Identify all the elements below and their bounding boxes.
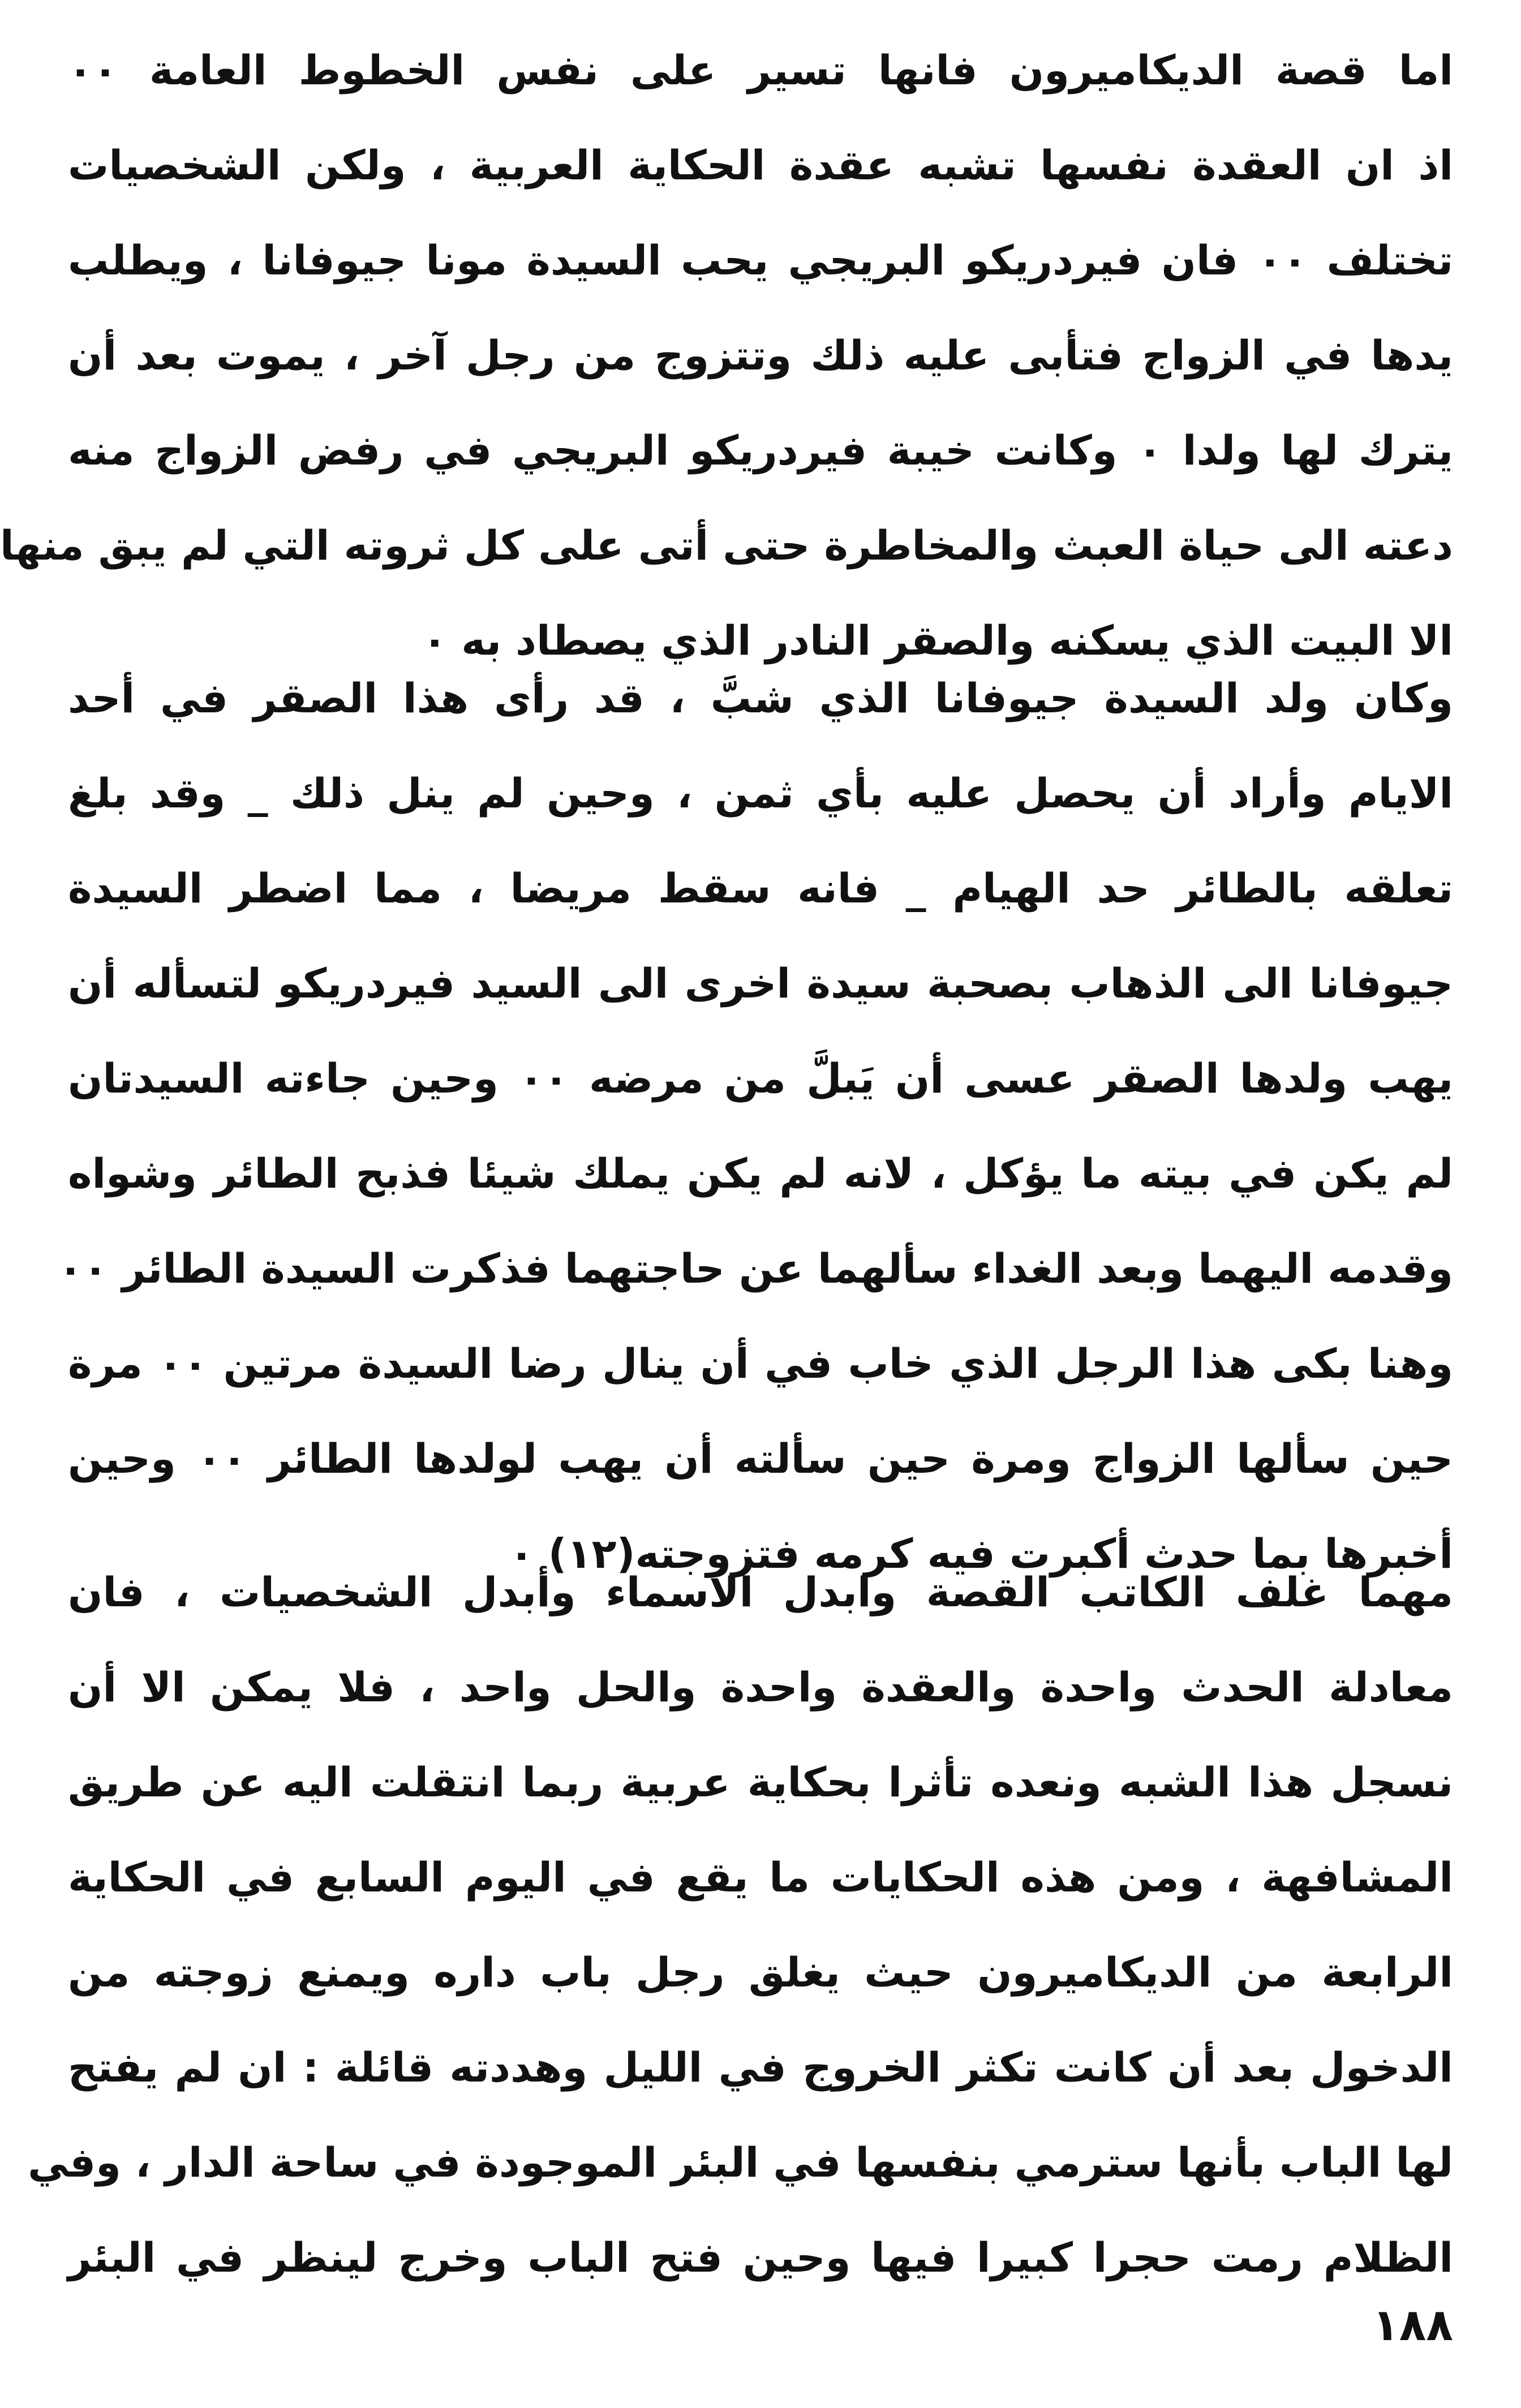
text-line: حين سألها الزواج ومرة حين سألته أن يهب لولدها الطائر ٠٠ وحين: [68, 1435, 1453, 1482]
text-line: الرابعة من الديكاميرون حيث يغلق رجل باب داره ويمنع زوجته من: [68, 1949, 1453, 1996]
text-line: وكان ولد السيدة جيوفانا الذي شبَّ ، قد رأى هذا الصقر في أحد: [68, 674, 1453, 722]
text-line: مهما غلف الكاتب القصة وابدل الاسماء وأبدل الشخصيات ، فان: [68, 1568, 1453, 1616]
paragraph-1: [0, 23, 1454, 688]
text-line: الا البيت الذي يسكنه والصقر النادر الذي يصطاد به ٠: [422, 617, 1453, 664]
text-line: المشافهة ، ومن هذه الحكايات ما يقع في اليوم السابع في الحكاية: [68, 1854, 1453, 1901]
text-line: دعته الى حياة العبث والمخاطرة حتى أتى على كل ثروته التي لم يبق منها: [0, 522, 1453, 569]
text-line: أخبرها بما حدث أكبرت فيه كرمه فتزوجته(١٢) ٠: [509, 1530, 1453, 1577]
text-line: الايام وأراد أن يحصل عليه بأي ثمن ، وحين لم ينل ذلك _ وقد بلغ: [68, 769, 1453, 817]
text-line: الظلام رمت حجرا كبيرا فيها وحين فتح الباب وخرج لينظر في البئر: [68, 2234, 1453, 2281]
text-line: تختلف ٠٠ فان فيردريكو البريجي يحب السيدة مونا جيوفانا ، ويطلب: [68, 236, 1453, 284]
text-line: وهنا بكى هذا الرجل الذي خاب في أن ينال رضا السيدة مرتين ٠٠ مرة: [68, 1340, 1454, 1387]
text-line: الدخول بعد أن كانت تكثر الخروج في الليل وهددته قائلة : ان لم يفتح: [68, 2044, 1453, 2091]
text-line: وقدمه اليهما وبعد الغداء سألهما عن حاجتهما فذكرت السيدة الطائر ٠٠: [58, 1245, 1453, 1292]
text-line: تعلقه بالطائر حد الهيام _ فانه سقط مريضا ، مما اضطر السيدة: [68, 865, 1453, 912]
text-line: نسجل هذا الشبه ونعده تأثرا بحكاية عربية ربما انتقلت اليه عن طريق: [68, 1758, 1453, 1806]
paragraph-2: [58, 651, 1454, 1601]
page-number: ١٨٨: [1372, 2300, 1453, 2351]
text-line: معادلة الحدث واحدة والعقدة واحدة والحل واحد ، فلا يمكن الا أن: [68, 1663, 1453, 1711]
text-line: اذ ان العقدة نفسها تشبه عقدة الحكاية العربية ، ولكن الشخصيات: [68, 141, 1453, 189]
text-line: لها الباب بأنها سترمي بنفسها في البئر الموجودة في ساحة الدار ، وفي: [28, 2139, 1453, 2186]
paragraph-3: [28, 1545, 1453, 2305]
text-line: لم يكن في بيته ما يؤكل ، لانه لم يكن يملك شيئا فذبح الطائر وشواه: [68, 1150, 1453, 1197]
text-line: اما قصة الديكاميرون فانها تسير على نفس الخطوط العامة ٠٠: [68, 46, 1453, 94]
text-line: يدها في الزواج فتأبى عليه ذلك وتتزوج من رجل آخر ، يموت بعد أن: [68, 332, 1453, 379]
text-line: يهب ولدها الصقر عسى أن يَبلَّ من مرضه ٠٠ وحين جاءته السيدتان: [68, 1055, 1453, 1102]
text-line: جيوفانا الى الذهاب بصحبة سيدة اخرى الى السيد فيردريكو لتسأله أن: [68, 960, 1453, 1007]
text-line: يترك لها ولدا ٠ وكانت خيبة فيردريكو البريجي في رفض الزواج منه: [68, 427, 1454, 474]
